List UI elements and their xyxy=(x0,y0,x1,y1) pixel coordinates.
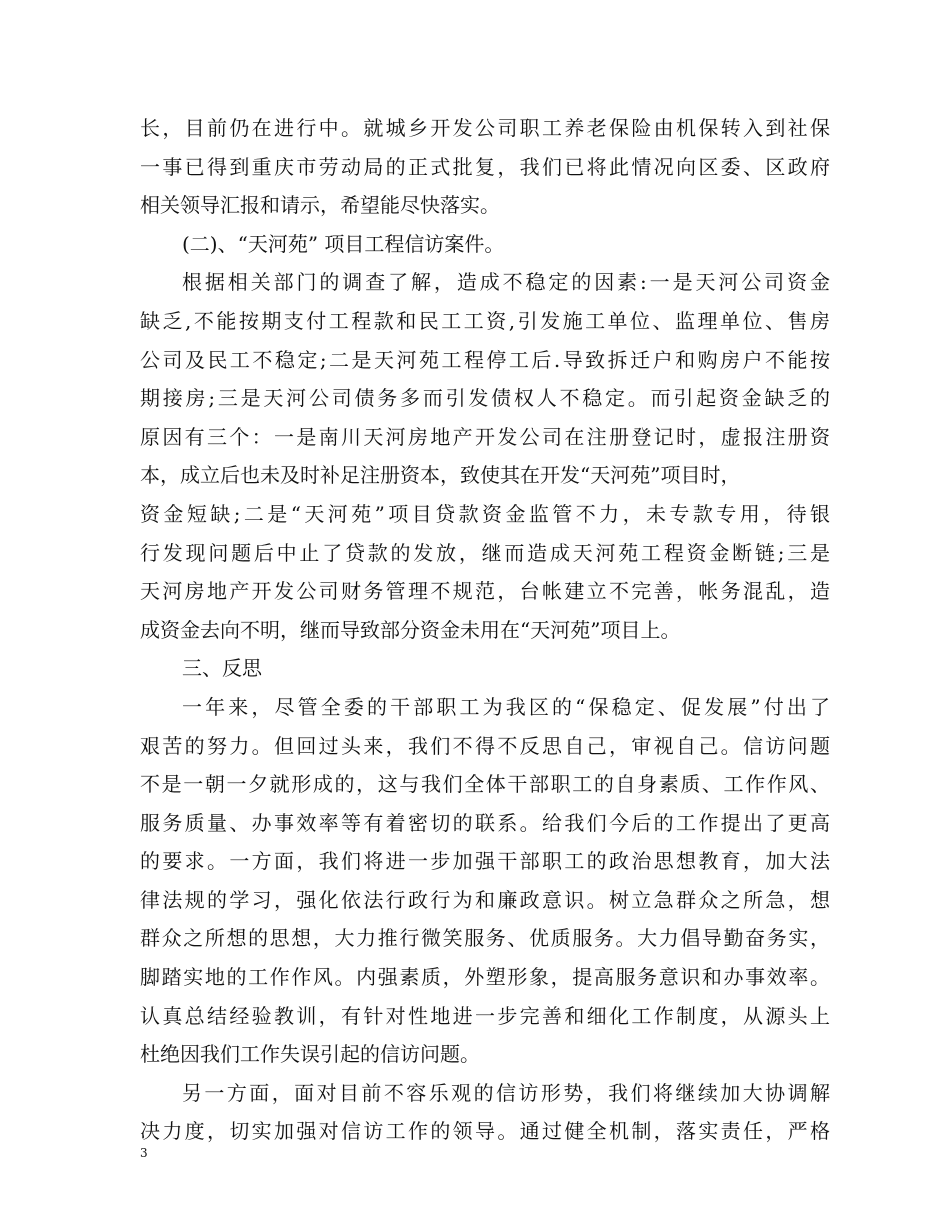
text-line: 长，目前仍在进行中。就城乡开发公司职工养老保险由机保转入到社保 xyxy=(140,116,830,140)
text-line: 缺乏,不能按期支付工程款和民工工资,引发施工单位、监理单位、售房 xyxy=(140,308,830,333)
text-line: 律法规的学习，强化依法行政行为和廉政意识。树立急群众之所急，想 xyxy=(140,887,830,912)
text-line: 不是一朝一夕就形成的，这与我们全体干部职工的自身素质、工作作风、 xyxy=(140,772,830,797)
text-line: 资金短缺;二是“天河苑”项目贷款资金监管不力，未专款专用，待银 xyxy=(140,501,830,526)
text-line: 认真总结经验教训，有针对性地进一步完善和细化工作制度，从源头上 xyxy=(140,1003,830,1028)
document-body xyxy=(140,109,830,1151)
text-line: 相关领导汇报和请示，希望能尽快落实。 xyxy=(140,193,500,218)
text-line: 原因有三个：一是南川天河房地产开发公司在注册登记时，虚报注册资 xyxy=(140,424,830,449)
text-line: 的要求。一方面，我们将进一步加强干部职工的政治思想教育，加大法 xyxy=(140,849,830,874)
section-heading: 三、反思 xyxy=(182,656,262,681)
text-line: 脚踏实地的工作作风。内强素质，外塑形象，提高服务意识和办事效率。 xyxy=(140,965,830,990)
text-line: 决力度，切实加强对信访工作的领导。通过健全机制，落实责任，严格 xyxy=(140,1119,830,1144)
text-line: 一年来，尽管全委的干部职工为我区的“保稳定、促发展”付出了 xyxy=(182,694,830,719)
text-line: 期接房;三是天河公司债务多而引发债权人不稳定。而引起资金缺乏的 xyxy=(140,386,830,411)
section-heading: (二)、“天河苑” 项目工程信访案件。 xyxy=(182,231,505,256)
text-line: 公司及民工不稳定;二是天河苑工程停工后.导致拆迁户和购房户不能按 xyxy=(140,347,830,372)
text-line: 艰苦的努力。但回过头来，我们不得不反思自己，审视自己。信访问题 xyxy=(140,733,830,758)
text-line: 服务质量、办事效率等有着密切的联系。给我们今后的工作提出了更高 xyxy=(140,810,830,835)
text-line: 一事已得到重庆市劳动局的正式批复，我们已将此情况向区委、区政府 xyxy=(140,154,830,179)
text-line: 另一方面，面对目前不容乐观的信访形势，我们将继续加大协调解 xyxy=(182,1080,830,1105)
text-line: 行发现问题后中止了贷款的发放，继而造成天河苑工程资金断链;三是 xyxy=(140,540,830,565)
text-line: 本，成立后也未及时补足注册资本，致使其在开发“天河苑”项目时， xyxy=(140,463,741,488)
page-number: 3 xyxy=(140,1146,148,1160)
text-line: 杜绝因我们工作失误引起的信访问题。 xyxy=(140,1042,480,1067)
text-line: 天河房地产开发公司财务管理不规范，台帐建立不完善，帐务混乱，造 xyxy=(140,579,830,604)
text-line: 群众之所想的思想，大力推行微笑服务、优质服务。大力倡导勤奋务实， xyxy=(140,926,830,951)
text-line: 根据相关部门的调查了解，造成不稳定的因素:一是天河公司资金 xyxy=(182,270,830,295)
text-line: 成资金去向不明，继而导致部分资金未用在“天河苑”项目上。 xyxy=(140,617,681,642)
